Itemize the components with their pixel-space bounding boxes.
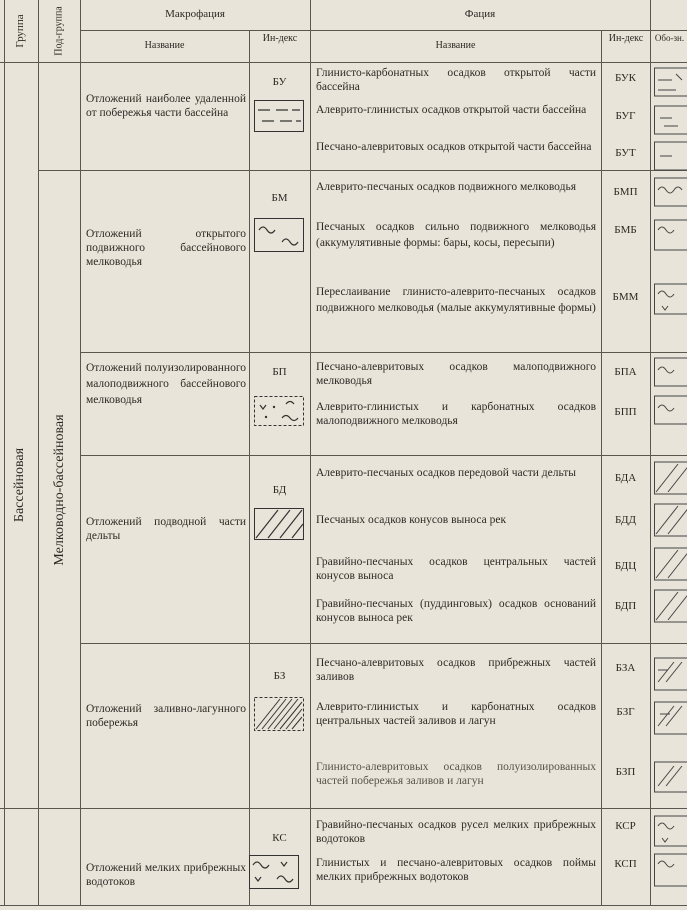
facies-index-bdc: БДЦ bbox=[614, 560, 637, 572]
facies-index-bug: БУГ bbox=[615, 110, 636, 122]
pattern-wave-v-icon bbox=[249, 855, 299, 889]
macro-index-bm: БМ bbox=[271, 192, 288, 204]
macro-index-bp: БП bbox=[272, 366, 287, 378]
facies-index-bdd: БДД bbox=[615, 514, 636, 526]
divider-macro-facies bbox=[310, 0, 311, 905]
facies-index-bmm: БММ bbox=[612, 291, 639, 303]
divider-group bbox=[38, 0, 39, 905]
macro-index-bz: БЗ bbox=[273, 670, 286, 682]
macro-index-bd: БД bbox=[272, 484, 287, 496]
facies-name-but: Песчано-алевритовых осадков открытой части бассейна bbox=[316, 141, 592, 153]
macro-name-bp: Отложений полуизолированного малоподвижного бассейнового мелководья bbox=[86, 362, 246, 406]
macro-name-bz: Отложений заливно-лагунного побережья bbox=[86, 703, 246, 729]
divider-subgroup bbox=[80, 0, 81, 905]
facies-name-bdc: Гравийно-песчаных осадков центральных частей конусов выноса bbox=[316, 556, 596, 582]
macro-name-bd: Отложений подводной части дельты bbox=[86, 516, 246, 542]
pattern-hatch-icon bbox=[254, 508, 304, 540]
divider-symbol bbox=[650, 0, 651, 905]
table-border-bottom bbox=[0, 905, 687, 906]
pattern-dashed-icon bbox=[254, 100, 304, 132]
pattern-dense-hatch-icon bbox=[254, 697, 304, 731]
facies-name-bzg: Алеврито-глинистых и карбонатных осадков центральных частей заливов и лагун bbox=[316, 701, 596, 727]
facies-name-bmm: Переслаивание глинисто-алеврито-песчаных осадков подвижного мелководья (малые аккумулятивные формы) bbox=[316, 286, 596, 314]
facies-name-buk: Глинисто-карбонатных осадков открытой части бассейна bbox=[316, 67, 596, 93]
facies-name-bda: Алеврито-песчаных осадков передовой части дельты bbox=[316, 467, 577, 479]
header-bottom bbox=[0, 62, 687, 63]
facies-index-bzg: БЗГ bbox=[616, 706, 635, 718]
symbol-column-icon bbox=[654, 62, 687, 905]
facies-index-bmb: БМБ bbox=[614, 224, 637, 236]
facies-index-but: БУТ bbox=[615, 147, 636, 159]
row-divider-1 bbox=[38, 170, 687, 171]
macro-index-ks: КС bbox=[272, 832, 287, 844]
row-divider-4 bbox=[80, 643, 687, 644]
header-group: Группа bbox=[14, 14, 26, 48]
pattern-wave-icon bbox=[254, 218, 304, 252]
header-facies-name: Название bbox=[435, 40, 476, 51]
header-subgroup: Под-группа bbox=[53, 6, 65, 56]
facies-name-bmb: Песчаных осадков сильно подвижного мелководья (аккумулятивные формы: бары, косы, пересыпи) bbox=[316, 221, 596, 249]
facies-name-bug: Алеврито-глинистых осадков открытой части бассейна bbox=[316, 104, 587, 116]
facies-index-bza: БЗА bbox=[615, 662, 636, 674]
facies-index-bda: БДА bbox=[614, 472, 637, 484]
facies-name-ksp: Глинистых и песчано-алевритовых осадков поймы мелких прибрежных водотоков bbox=[316, 857, 596, 883]
facies-name-bdd: Песчаных осадков конусов выноса рек bbox=[316, 514, 507, 526]
facies-name-bpp: Алеврито-глинистых и карбонатных осадков малоподвижного мелководья bbox=[316, 401, 596, 427]
macro-name-ks: Отложений мелких прибрежных водотоков bbox=[86, 862, 246, 888]
header-facies-index: Ин-декс bbox=[608, 33, 644, 44]
divider-macro-index bbox=[249, 30, 250, 905]
facies-index-bpp: БПП bbox=[614, 406, 637, 418]
header-macrofacies: Макрофация bbox=[165, 8, 225, 20]
facies-index-ksp: КСП bbox=[614, 858, 637, 870]
facies-index-bzp: БЗП bbox=[615, 766, 636, 778]
macro-name-bu: Отложений наиболее удаленной от побережья части бассейна bbox=[86, 93, 246, 119]
facies-name-bmp: Алеврито-песчаных осадков подвижного мелководья bbox=[316, 181, 576, 193]
facies-name-bzp: Глинисто-алевритовых осадков полуизолированных частей побережья заливов и лагун bbox=[316, 761, 596, 787]
subgroup-label: Мелководно-бассейновая bbox=[52, 414, 67, 566]
facies-index-bdp: БДП bbox=[614, 600, 637, 612]
facies-name-bdp: Гравийно-песчаных (пуддинговых) осадков оснований конусов выноса рек bbox=[316, 598, 596, 624]
facies-index-bmp: БМП bbox=[613, 186, 638, 198]
header-facies: Фация bbox=[464, 8, 496, 20]
facies-name-bpa: Песчано-алевритовых осадков малоподвижного мелководья bbox=[316, 361, 596, 387]
facies-name-bza: Песчано-алевритовых осадков прибрежных частей заливов bbox=[316, 657, 596, 683]
row-divider-3 bbox=[80, 455, 687, 456]
macro-index-bu: БУ bbox=[272, 76, 287, 88]
pattern-wave-dots-icon bbox=[254, 396, 304, 426]
facies-name-ksr: Гравийно-песчаных осадков русел мелких прибрежных водотоков bbox=[316, 819, 596, 845]
header-symbol: Обо-зн. bbox=[654, 33, 685, 43]
facies-index-bpa: БПА bbox=[614, 366, 637, 378]
row-divider-2 bbox=[80, 352, 687, 353]
header-divider bbox=[80, 30, 687, 31]
header-macro-index: Ин-декс bbox=[262, 33, 298, 44]
facies-index-ksr: КСР bbox=[615, 820, 636, 832]
facies-index-buk: БУК bbox=[614, 72, 637, 84]
table-border-left bbox=[4, 0, 5, 905]
header-macro-name: Название bbox=[144, 40, 185, 51]
macro-name-bm: Отложений открытого подвижного бассейнового мелководья bbox=[86, 228, 246, 268]
group-label: Бассейновая bbox=[12, 447, 27, 523]
row-divider-5 bbox=[0, 808, 687, 809]
